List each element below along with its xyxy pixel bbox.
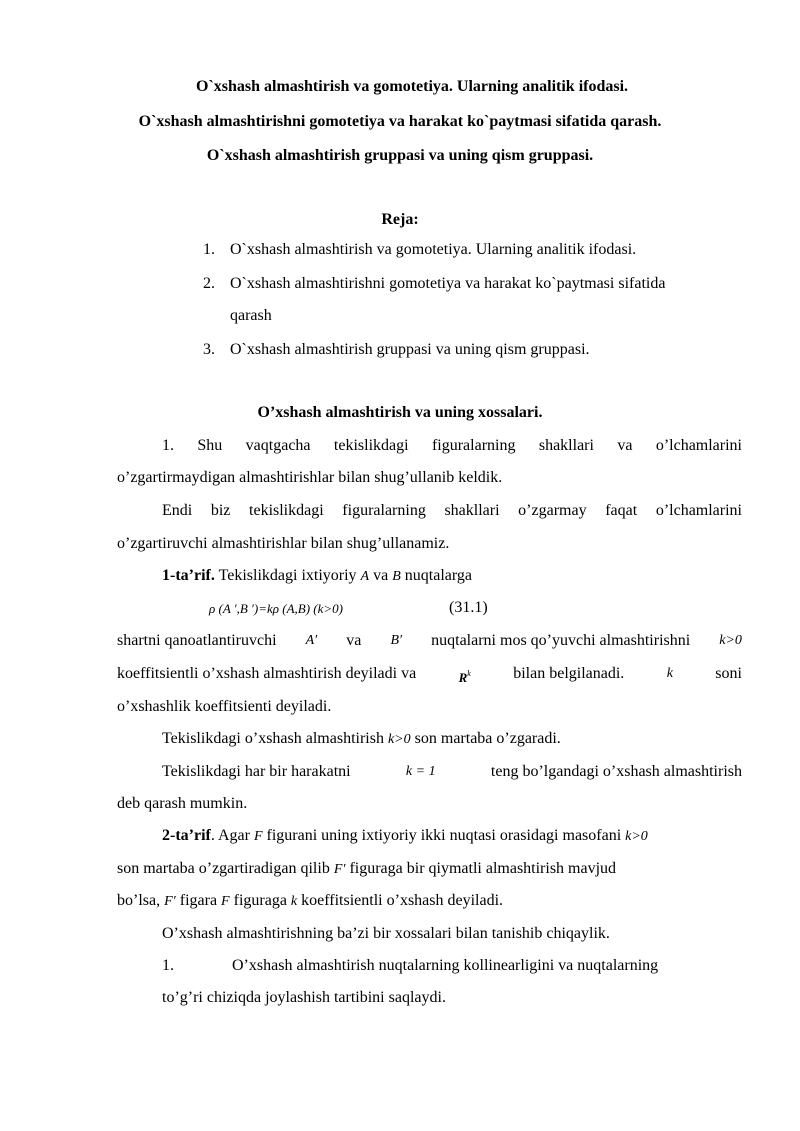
definition-2-label: 2-ta’rif <box>162 827 211 844</box>
figure-f-prime-symbol-2: F′ <box>164 894 176 909</box>
paragraph-3 <box>162 729 561 750</box>
title-line-1: O`xshash almashtirish va gomotetiya. Ularning analitik ifodasi. <box>196 78 629 95</box>
similarity-notation <box>459 664 471 688</box>
point-a-symbol: A <box>360 569 370 584</box>
definition-1-text-b: va <box>369 567 393 584</box>
definition-1-line-3-text-c: nuqtalarni mos qo’yuvchi almashtirishni <box>431 632 691 649</box>
definition-1-line-4-text-c: soni <box>715 665 742 682</box>
paragraph-4-line-1 <box>162 762 742 782</box>
paragraph-4-k-symbol: k = 1 <box>405 764 436 779</box>
reja-item-3-number: 3. <box>203 341 215 358</box>
reja-item-2-number: 2. <box>203 275 215 292</box>
definition-2-line-3-text-d: koeffitsientli o’xshash deyiladi. <box>297 892 504 909</box>
property-1-line-2: to’g’ri chiziqda joylashish tartibini saqlaydi. <box>162 989 446 1006</box>
definition-2-line-3-text-b: figara <box>175 892 222 909</box>
definition-2-line-3-text-a: bo’lsa, <box>117 892 165 909</box>
r-superscript: k <box>467 669 471 678</box>
definition-2-line-2 <box>117 859 616 880</box>
formula-31-1: ρ (A ′,B ′)=kρ (A,B) (k>0) <box>209 601 344 616</box>
paragraph-5: O’xshash almashtirishning ba’zi bir xossalari bilan tanishib chiqaylik. <box>162 925 610 942</box>
formula-number: (31.1) <box>449 599 488 616</box>
definition-1-label: 1-ta’rif. <box>162 567 215 584</box>
paragraph-4-text-a: Tekislikdagi har bir harakatni <box>162 763 351 780</box>
definition-2-text-b: figurani uning ixtiyoriy ikki nuqtasi orasidagi masofani <box>262 827 626 844</box>
reja-item-3-text: O`xshash almashtirish gruppasi va uning qism gruppasi. <box>230 341 590 358</box>
definition-2-line-3-text-c: figuraga <box>229 892 291 909</box>
paragraph-4-line-2: deb qarash mumkin. <box>117 795 248 812</box>
definition-2-line-2-text-a: son martaba o’zgartiradigan qilib <box>117 860 334 877</box>
definition-2-k-symbol: k>0 <box>625 829 648 844</box>
title-line-3: O`xshash almashtirish gruppasi va uning qism gruppasi. <box>206 147 594 164</box>
definition-2-text-a: . Agar <box>210 827 254 844</box>
reja-heading: Reja: <box>381 211 419 228</box>
property-1-line-1: O’xshash almashtirish nuqtalarning kollinearligini va nuqtalarning <box>232 957 659 974</box>
paragraph-3-text-b: son martaba o’zgaradi. <box>410 730 561 747</box>
k-symbol: k <box>666 666 673 681</box>
point-b-symbol: B <box>392 569 401 584</box>
definition-1-text-c: nuqtalarga <box>400 567 473 584</box>
paragraph-3-k-symbol: k>0 <box>387 732 411 747</box>
figure-f-prime-symbol: F′ <box>333 862 346 877</box>
reja-item-1-number: 1. <box>203 241 215 258</box>
definition-1-line-5: o’xshashlik koeffitsienti deyiladi. <box>117 698 332 715</box>
k-positive-symbol: k>0 <box>719 633 742 648</box>
definition-1-line-3 <box>117 631 742 651</box>
reja-item-2-text: O`xshash almashtirishni gomotetiya va harakat ko`paytmasi sifatida <box>230 275 666 292</box>
point-b-prime-symbol: B′ <box>390 633 403 648</box>
definition-2-line-2-text-b: figuraga bir qiymatli almashtirish mavjud <box>345 860 617 877</box>
point-a-prime-symbol: A′ <box>305 633 318 648</box>
definition-1-text-a: Tekislikdagi ixtiyoriy <box>214 567 361 584</box>
definition-1-line-4-text-a: koeffitsientli o’xshash almashtirish deyiladi va <box>117 665 417 682</box>
r-symbol: R <box>458 670 468 686</box>
section-heading: O’xshash almashtirish va uning xossalari. <box>257 404 543 421</box>
paragraph-4-text-b: teng bo’lgandagi o’xshash almashtirish <box>490 763 742 780</box>
definition-1-line-4 <box>117 664 742 688</box>
paragraph-3-text-a: Tekislikdagi o’xshash almashtirish <box>162 730 388 747</box>
reja-item-1-text: O`xshash almashtirish va gomotetiya. Ularning analitik ifodasi. <box>230 241 637 258</box>
definition-1-line-4-text-b: bilan belgilanadi. <box>513 665 625 682</box>
paragraph-2-line-1: Endi biz tekislikdagi figuralarning shakllari o’zgarmay faqat o’lchamlarini <box>162 502 742 519</box>
paragraph-1-line-2: o’zgartirmaydigan almashtirishlar bilan shug’ullanib keldik. <box>117 469 503 486</box>
definition-2-k-symbol-2: k <box>290 894 298 909</box>
title-line-2: O`xshash almashtirishni gomotetiya va harakat ko`paytmasi sifatida qarash. <box>138 113 662 130</box>
definition-1-line-3-text-b: va <box>346 632 362 649</box>
paragraph-1-line-1: 1. Shu vaqtgacha tekislikdagi figuralarning shakllari va o’lchamlarini <box>162 437 742 454</box>
property-1-number: 1. <box>162 957 174 974</box>
definition-2-line-1 <box>162 826 648 847</box>
figure-f-symbol-2: F <box>221 894 230 909</box>
reja-item-2-text-cont: qarash <box>230 307 272 324</box>
definition-1-intro <box>162 566 472 587</box>
definition-1-line-3-text-a: shartni qanoatlantiruvchi <box>117 632 277 649</box>
figure-f-symbol: F <box>253 829 263 844</box>
paragraph-2-line-2: o’zgartiruvchi almashtirishlar bilan shug’ullanamiz. <box>117 535 450 552</box>
definition-2-line-3 <box>117 891 503 912</box>
